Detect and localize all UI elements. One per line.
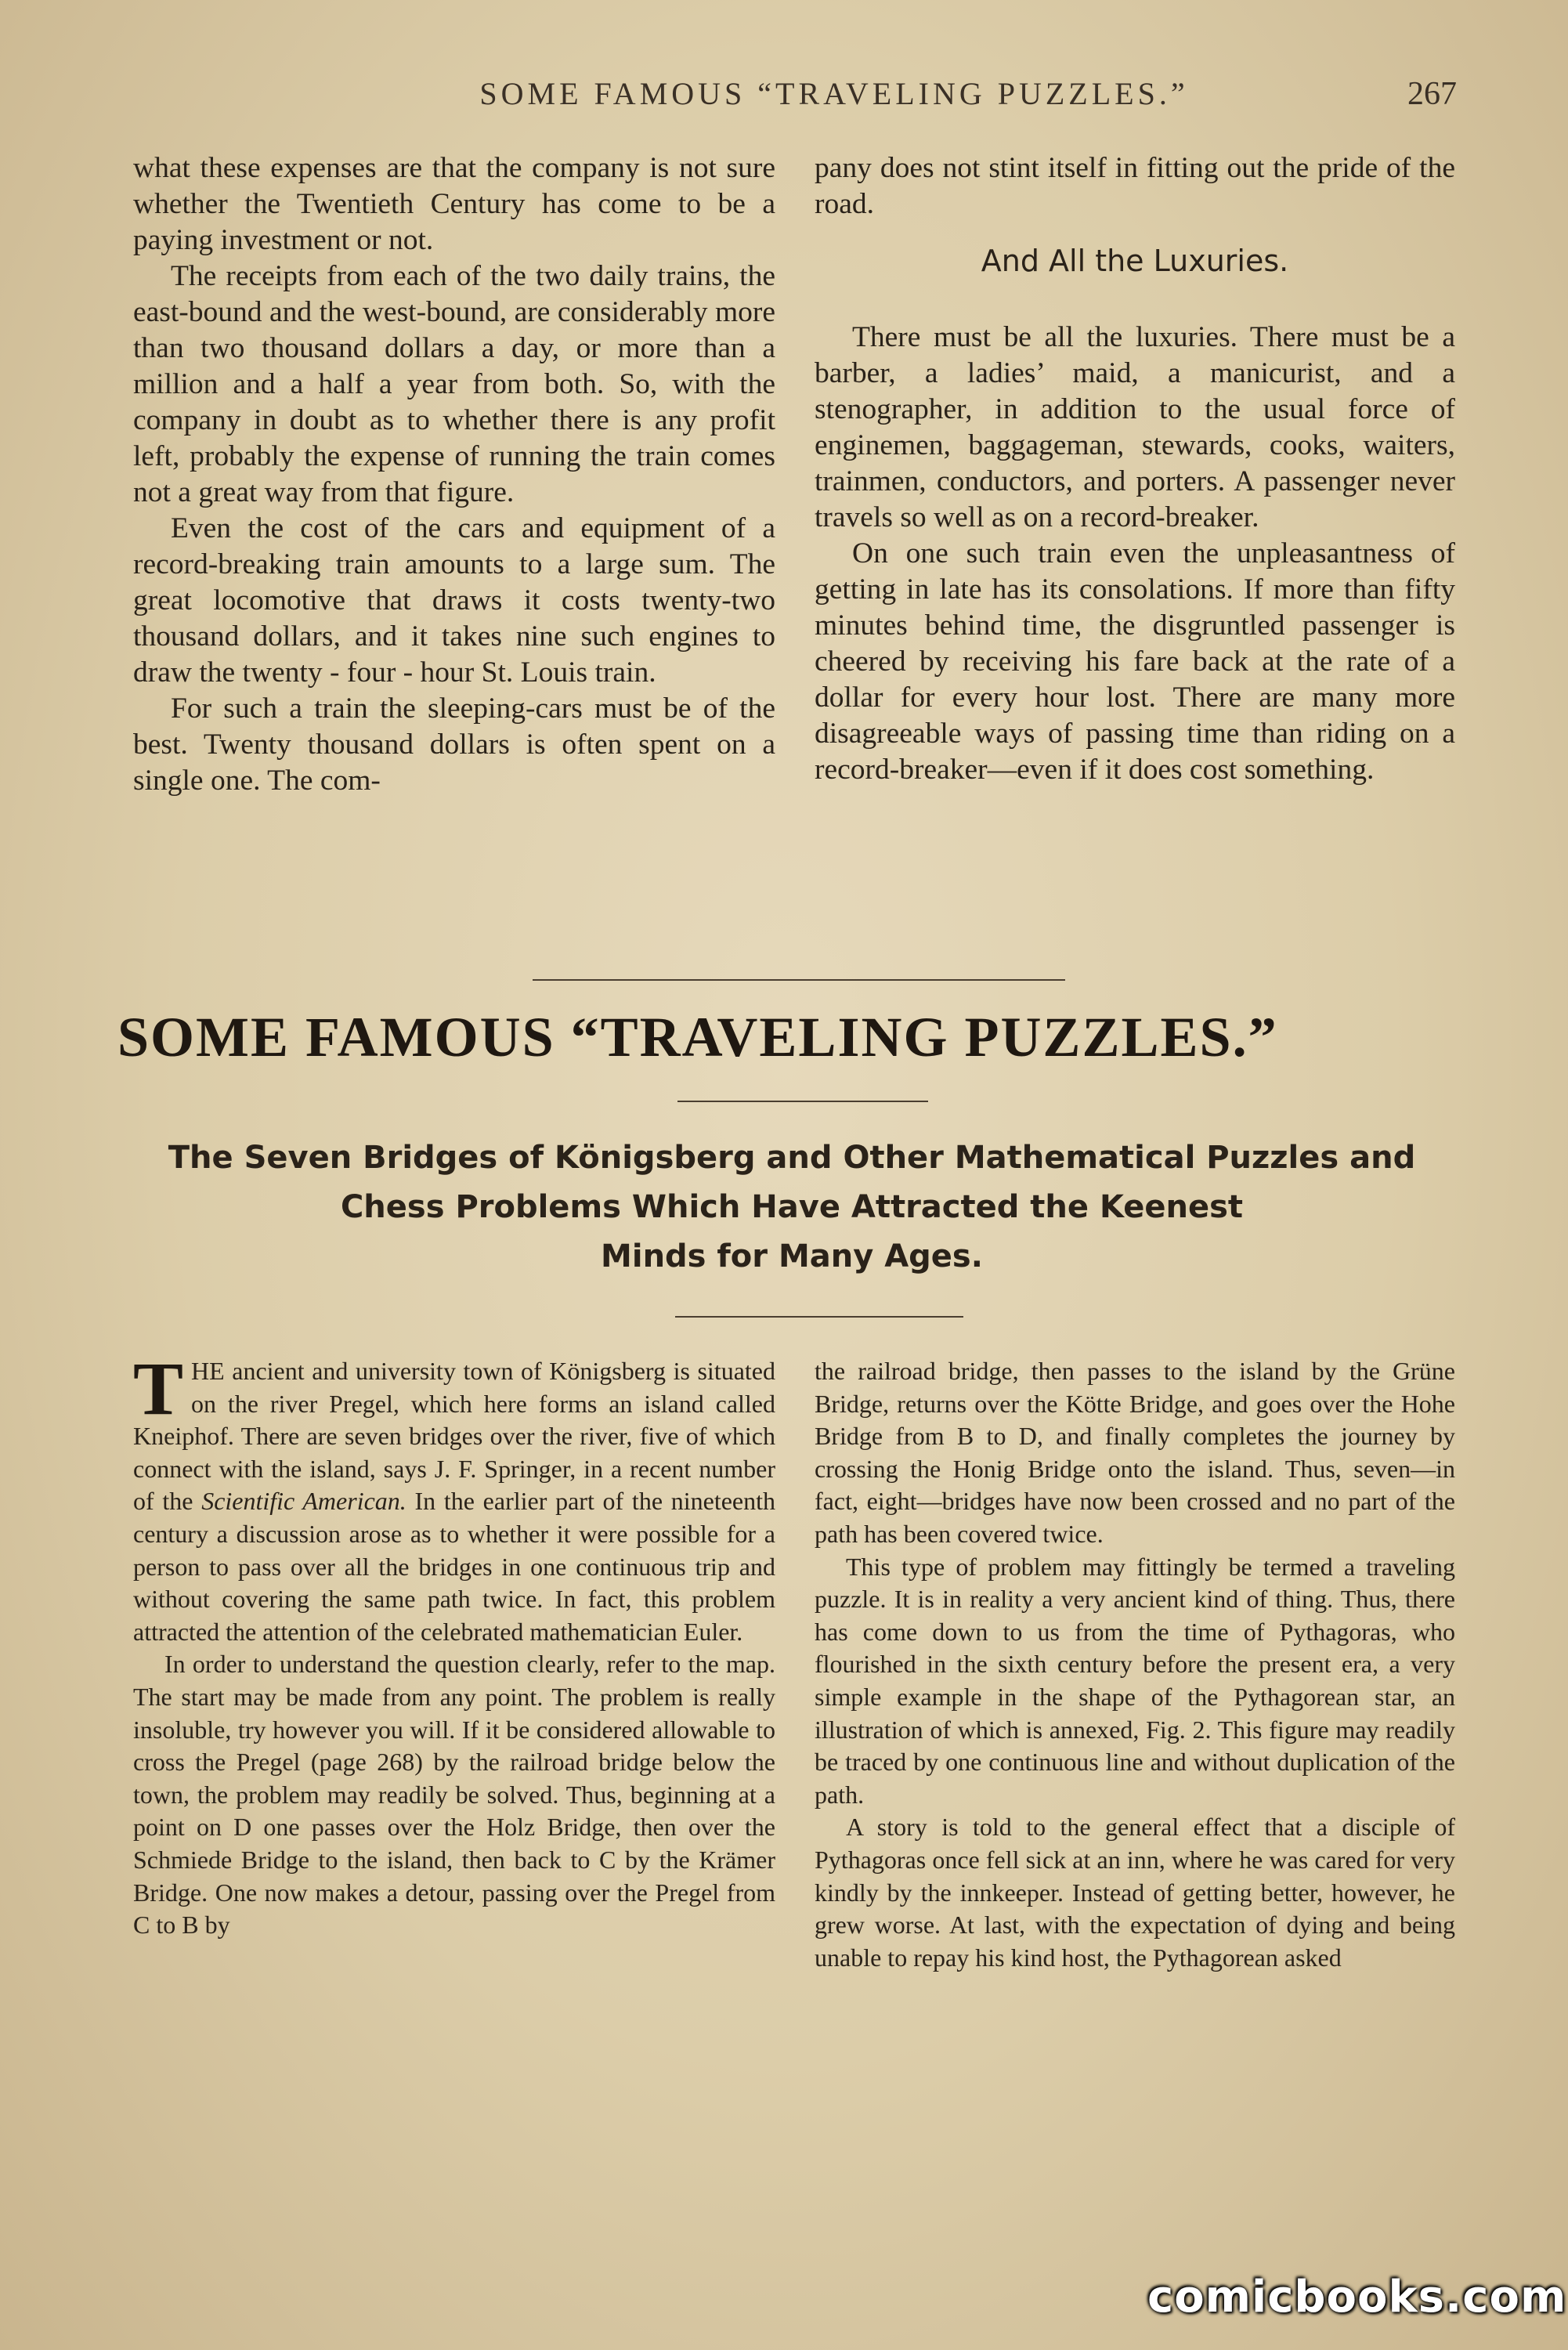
article-column-left — [133, 1347, 776, 1942]
page-number: 267 — [1407, 76, 1457, 112]
divider-rule — [677, 1101, 928, 1102]
top-article-column-left — [133, 150, 775, 799]
paragraph: what these expenses are that the company is not sure whether the Twentieth Century has come to be a paying investment or not. — [133, 152, 775, 256]
text-run: In the earlier part of the nineteenth century a discussion arose as to whether it were possible for a person to pass over all the bridges in one continuous trip and without covering the same path twice. In fact, this problem attracted the attention of the celebrated mathematician Euler. — [133, 1487, 776, 1646]
paragraph: There must be all the luxuries. There must be a barber, a ladies’ maid, a manicurist, and a stenographer, in addition to the usual force of enginemen, baggageman, stewards, cooks, waiters, trainmen, conductors, and porters. A passenger never travels so well as on a record-breaker. — [815, 321, 1455, 533]
paragraph: the railroad bridge, then passes to the island by the Grüne Bridge, returns over the Kötte Bridge, and goes over the Hohe Bridge from B to D, and finally completes the journey by crossing the Honig Bridge onto the island. Thus, seven—in fact, eight—bridges have now been crossed and no part of the path has been covered twice. — [815, 1357, 1455, 1548]
paragraph: In order to understand the question clearly, refer to the map. The start may be made from any point. The problem is really insoluble, try however you will. If it be considered allowable to cross the Pregel (page 268) by the railroad bridge below the town, the problem may readily be solved. Thus, beginning at a point on D one passes over the Holz Bridge, then over the Schmiede Bridge to the island, then back to C by the Krämer Bridge. One now makes a detour, passing over the Pregel from C to B by — [133, 1650, 775, 1940]
article-title: SOME FAMOUS “TRAVELING PUZZLES.” — [117, 1006, 1278, 1068]
article-deck — [117, 1133, 1466, 1282]
publication-name: Scientific American. — [201, 1487, 406, 1516]
paragraph: On one such train even the unpleasantness of getting in late has its consolations. If more than fifty minutes behind time, the disgruntled passenger is cheered by receiving his fare back at the rate of a dollar for every hour lost. There are many more disagreeable ways of passing time than riding on a record-breaker—even if it does cost something. — [815, 537, 1455, 786]
site-watermark: comicbooks.com — [1147, 2272, 1567, 2323]
paragraph — [133, 1347, 776, 1648]
divider-rule — [675, 1316, 963, 1318]
section-subheading: And All the Luxuries. — [981, 244, 1289, 278]
deck-line: The Seven Bridges of Königsberg and Other Mathematical Puzzles and — [168, 1140, 1416, 1176]
paragraph: This type of problem may fittingly be termed a traveling puzzle. It is in reality a very ancient kind of thing. Thus, there has come down to us from the time of Pythagoras, who flourished in the sixth century before the present era, a very simple example in the shape of the Pythagorean star, an illustration of which is annexed, Fig. 2. This figure may readily be traced by one continuous line and without duplication of the path. — [815, 1552, 1455, 1809]
divider-rule — [533, 979, 1065, 981]
running-header: SOME FAMOUS “TRAVELING PUZZLES.” — [479, 76, 1189, 111]
paragraph: For such a train the sleeping-cars must be of the best. Twenty thousand dollars is often spent on a single one. The com- — [133, 692, 775, 797]
article-column-right — [815, 1355, 1455, 1974]
paragraph: pany does not stint itself in fitting out the pride of the road. — [815, 152, 1455, 220]
drop-cap: T — [133, 1347, 184, 1430]
paragraph: The receipts from each of the two daily trains, the east-bound and the west-bound, are considerably more than two thousand dollars a day, or more than a million and a half a year from both. So, with the company in doubt as to whether there is any profit left, probably the expense of running the train comes not a great way from that figure. — [133, 260, 775, 508]
text-run: HE ancient and university town of Königsberg is situated on the river Pregel, which here forms an island called Kneiphof. There are seven bridges over the river, five of which connect with the island, says J. F. Springer, in a recent number of the — [133, 1357, 775, 1516]
deck-line: Chess Problems Which Have Attracted the Keenest — [340, 1189, 1244, 1225]
paragraph: Even the cost of the cars and equipment of a record-breaking train amounts to a large sum. The great locomotive that draws it costs twenty-two thousand dollars, and it takes nine such engines to draw the twenty - four - hour St. Louis train. — [133, 512, 775, 689]
deck-line: Minds for Many Ages. — [601, 1238, 983, 1274]
paragraph: A story is told to the general effect that a disciple of Pythagoras once fell sick at an inn, where he was cared for very kindly by the innkeeper. Instead of getting better, however, he grew worse. At last, with the expectation of dying and being unable to repay his kind host, the Pythagorean asked — [815, 1813, 1455, 1972]
top-article-column-right — [815, 150, 1455, 788]
